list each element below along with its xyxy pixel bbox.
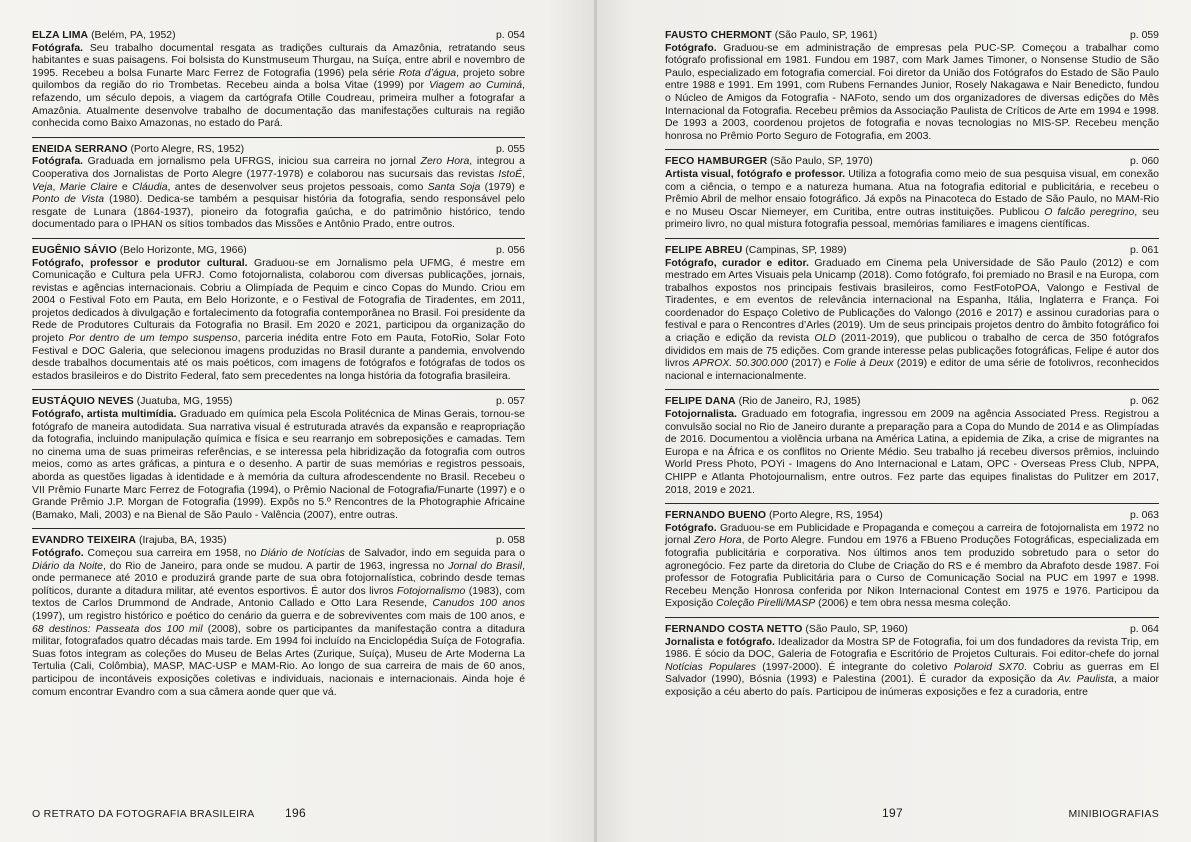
bio-name: ELZA LIMA (32, 30, 89, 41)
bio-body: Graduado em Cinema pela Universidade de São Paulo (2012) e com mestrado em Artes Visuais pela Unicamp (2018). Como fotógrafo, foi premiado no Brasil e na Europa, com trabalhos expostos nos principais festivais brasileiros, como FestFotoPOA, Valongo e Festival de Tiradentes, e em eventos de relevância internacional na Espanha, Itália, Inglaterra e França. Foi coordenador do Espaço Coletivo de Publicações do Valongo (2016 e 2017) e assinou curadorias para o festival e para o Rencontres d’Arles (2019). Um de seus principais projetos dentro do âmbito fotográfico foi a criação e edição da revista OLD (2011-2019), que publicou o trabalho de cerca de 350 fotógrafos divididos em mais de 75 edições. Com grande interesse pelas publicações fotográficas, Felipe é autor dos livros APROX. 50.300.000 (2017) e Folie à Deux (2019) e editor de uma série de fotolivros, reconhecidos nacional e internacionalmente. (665, 257, 1159, 382)
bio-name: FELIPE DANA (665, 396, 736, 408)
bio-text (665, 637, 1159, 700)
bio-role: Fotógrafa. (32, 156, 84, 168)
bio-heading (665, 30, 877, 43)
bio-body: Utiliza a fotografia como meio de sua pesquisa visual, em conexão com a ciência, o tempo e a natureza humana. Atua na fotografia editorial e publicitária, e recebeu o Prêmio Abril de melhor ensaio fotográfico. Já expôs na Pinacoteca do Estado de São Paulo, no MAM-Rio e no Museu Oscar Niemeyer, em Curitiba, entre outras instituições. Publicou O falcão peregrino, seu primeiro livro, no qual mistura fotografia pessoal, memórias familiares e imagens científicas. (665, 168, 1159, 231)
bio-header (32, 396, 525, 409)
bio-header (665, 30, 1159, 43)
right-page (597, 0, 1191, 842)
bio-role: Artista visual, fotógrafo e professor. (665, 168, 846, 180)
bio-entry (665, 389, 1159, 503)
bio-page-ref: p. 063 (1129, 510, 1159, 522)
bio-role: Fotojornalista. (665, 409, 737, 421)
bio-text (665, 169, 1159, 232)
bio-entry (665, 149, 1159, 238)
bio-body: Graduado em química pela Escola Politécnica de Minas Gerais, tornou-se fotógrafo de maneira autodidata. Sua narrativa visual é estruturada através da expansão e reapropriação da fotografia, incluindo manipulação química e física e seu rearranjo em sobreposições e camadas. Tem no cinema uma de suas primeiras referências, e se interessa pela hibridização da fotografia com outros meios, como as artes gráficas, a pintura e o desenho. A partir de suas memórias e registros pessoais, aborda as questões ligadas à identidade e à memória da cultura afrodescendente no Brasil. Recebeu o VII Prêmio Funarte Marc Ferrez de Fotografia (1994), o Prêmio Nacional de Fotografia/Funarte (1997) e o Grande Prêmio J.P. Morgan de Fotografia (1999). Expôs no 5.º Rencontres de la Photographie Africaine (Bamako, Mali, 2003) e na Bienal de São Paulo - Valência (2007), entre outras. (32, 409, 525, 521)
bio-body: Graduou-se em Publicidade e Propaganda e começou a carreira de fotojornalista em 1972 no jornal Zero Hora, de Porto Alegre. Fundou em 1976 a FBueno Produções Fotográficas, especializada em fotografia publicitária e corporativa. Nos últimos anos tem produzido sobretudo para o setor do agronegócio. Fez parte da diretoria do Clube de Criação do RS e é membro da Abrafoto desde 1987. Foi professor de Fotografia Publicitária para o Curso de Comunicação Social na PUC em 1997 e 1998. Recebeu Menção Honrosa conferida por Nikon Internacional Contest em 1975 e 1976. Participou da Exposição Coleção Pirelli/MASP (2006) e tem obra nessa mesma coleção. (665, 522, 1159, 610)
bio-header (665, 156, 1159, 169)
bio-body: Graduou-se em Jornalismo pela UFMG, é mestre em Comunicação e Cultura pela UFRJ. Como fotojornalista, colaborou com diversas publicações, jornais, revistas e agências internacionais. Cobriu a Olimpíada de Pequim e cinco Copas do Mundo. Criou em 2004 o Festival Foto em Pauta, em Belo Horizonte, e o Festival de Fotografia de Tiradentes, em 2011, projetos dedicados à divulgação e fortalecimento da fotografia contemporânea no Brasil. Foi presidente da Rede de Produtores Culturais da Fotografia no Brasil. Em 2020 e 2021, participou da organização do projeto Por dentro de um tempo suspenso, parceria inédita entre Foto em Pauta, FotoRio, Solar Foto Festival e DOC Galeria, que selecionou imagens produzidas no Brasil durante a pandemia, envolvendo desde trabalhos documentais até os mais poéticos, com imagens de fotógrafos e fotógrafas de todos os estados brasileiros e do Distrito Federal, fato sem precedentes na longa história da fotografia brasileira. (32, 257, 526, 382)
bio-entry (665, 617, 1159, 706)
bio-role: Fotógrafo, curador e editor. (665, 257, 809, 269)
bio-heading (665, 396, 860, 409)
bio-origin: (Irajuba, BA, 1935) (136, 535, 227, 547)
bio-page-ref: p. 054 (495, 30, 525, 41)
page-number: 197 (882, 806, 903, 820)
bio-heading (32, 535, 227, 548)
bio-text (665, 258, 1159, 384)
bio-page-ref: p. 057 (495, 396, 525, 408)
bio-origin: (Belém, PA, 1952) (88, 30, 176, 41)
bio-heading (32, 144, 244, 157)
bio-body: Idealizador da Mostra SP de Fotografia, foi um dos fundadores da revista Trip, em 1986. É sócio da DOC, Galeria de Fotografia e Escritório de Projetos Culturais. Foi editor-chefe do jornal Notícias Populares (1997-2000). É integrante do coletivo Polaroid SX70. Cobriu as guerras em El Salvador (1990), Bósnia (1993) e Palestina (2001). É curador da exposição da Av. Paulista, a maior exposição a céu aberto do país. Participou de inúmeras exposições e fez a curadoria, entre (665, 636, 1159, 698)
bio-header (665, 624, 1159, 637)
bio-name: EUSTÁQUIO NEVES (32, 396, 134, 408)
bio-entry (32, 528, 525, 705)
page-number: 196 (285, 806, 306, 820)
bio-header (665, 396, 1159, 409)
bio-text (32, 156, 525, 232)
bio-origin: (São Paulo, SP, 1970) (767, 156, 873, 168)
bio-role: Fotógrafa. (32, 42, 84, 54)
bio-origin: (Porto Alegre, RS, 1954) (766, 510, 883, 522)
bio-role: Jornalista e fotógrafo. (665, 636, 775, 648)
bio-heading (32, 396, 232, 409)
entries-column (665, 30, 1159, 706)
bio-origin: (São Paulo, SP, 1960) (802, 623, 908, 635)
bio-origin: (Juatuba, MG, 1955) (133, 396, 233, 408)
bio-text (665, 523, 1159, 611)
bio-page-ref: p. 064 (1129, 623, 1159, 635)
bio-header (665, 510, 1159, 523)
bio-page-ref: p. 055 (495, 143, 525, 155)
bio-name: FERNANDO BUENO (665, 510, 767, 522)
bio-header (32, 30, 525, 43)
bio-body: Seu trabalho documental resgata as tradições culturais da Amazônia, retratando seus habitantes e suas paisagens. Foi bolsista do Kunstmuseum Thurgau, na Suíça, entre abril e novembro de 1995. Recebeu a bolsa Funarte Marc Ferrez de Fotografia (1996) pela série Rota d’água, projeto sobre quilombos da região do rio Trombetas. Recebeu ainda a bolsa Vitae (1999) por Viagem ao Cuminá, refazendo, um século depois, a viagem da cartógrafa Otille Coudreau, primeira mulher a fotografar a Amazônia. Atualmente desenvolve trabalho de documentação das manifestações culturais na região conhecida como Baixo Amazonas, no estado do Pará. (32, 42, 525, 130)
bio-name: FAUSTO CHERMONT (665, 30, 772, 41)
bio-body: Graduado em fotografia, ingressou em 2009 na agência Associated Press. Registrou a convulsão social no Rio de Janeiro durante a preparação para a Copa do Mundo de 2014 e as Olimpíadas de 2016. Documentou a violência urbana na América Latina, a epidemia de Zika, a crise de migrantes na Europa e na África e os conflitos no Oriente Médio. Seu trabalho já recebeu diversos prêmios, incluindo World Press Photo, POYi - Imagens do Ano Internacional e Latam, OPC - Overseas Press Club, NPPA, CHIPP e Atlanta Photojournalism, entre outros. Fez parte das equipes finalistas do Pulitzer em 2017, 2018, 2019 e 2021. (665, 409, 1159, 496)
bio-text (665, 409, 1159, 497)
bio-header (32, 144, 525, 157)
bio-page-ref: p. 060 (1129, 156, 1159, 168)
bio-name: FELIPE ABREU (665, 244, 743, 256)
bio-name: ENEIDA SERRANO (32, 143, 128, 155)
entries-column (32, 30, 525, 705)
bio-page-ref: p. 062 (1129, 396, 1159, 408)
bio-page-ref: p. 056 (495, 244, 525, 256)
bio-text (32, 548, 525, 699)
bio-origin: (Belo Horizonte, MG, 1966) (116, 244, 247, 256)
bio-text (665, 43, 1159, 144)
bio-heading (32, 30, 176, 43)
bio-origin: (Porto Alegre, RS, 1952) (127, 143, 245, 155)
bio-name: EUGÊNIO SÁVIO (32, 244, 117, 256)
bio-role: Fotógrafo. (32, 547, 84, 559)
bio-heading (665, 156, 873, 169)
bio-heading (665, 624, 908, 637)
bio-header (32, 245, 525, 258)
bio-body: Graduada em jornalismo pela UFRGS, iniciou sua carreira no jornal Zero Hora, integrou a Cooperativa dos Jornalistas de Porto Alegre (1977-1978) e colaborou nas sucursais das revistas IstoÉ, Veja, Marie Claire e Cláudia, antes de desenvolver seus projetos pessoais, como Santa Soja (1979) e Ponto de Vista (1980). Dedica-se também a pesquisar história da fotografia, sendo responsável pelo resgate de Lunara (1864-1937), pioneiro da fotografia gaúcha, e do patrimônio histórico, tendo documentado para o IPHAN os sítios tombados das Missões e Antônio Prado, entre outros. (32, 156, 525, 231)
bio-page-ref: p. 059 (1129, 30, 1159, 41)
bio-entry (32, 137, 525, 238)
bio-name: FECO HAMBURGER (665, 156, 768, 168)
bio-header (32, 535, 525, 548)
bio-page-ref: p. 058 (495, 535, 525, 547)
bio-entry (32, 238, 525, 390)
bio-body: Começou sua carreira em 1958, no Diário de Notícias de Salvador, indo em seguida para o Diário da Noite, do Rio de Janeiro, para onde se mudou. A partir de 1963, ingressa no Jornal do Brasil, onde permanece até 2010 e produzirá grande parte de sua obra fotojornalística, cobrindo desde temas políticos, durante a ditadura militar, até eventos esportivos. É autor dos livros Fotojornalismo (1983), com textos de Carlos Drummond de Andrade, Antonio Callado e Otto Lara Resende, Canudos 100 anos (1997), um registro histórico e poético do cenário da guerra e de sobreviventes com mais de 100 anos, e 68 destinos: Passeata dos 100 mil (2008), sobre os participantes da manifestação contra a ditadura militar, fotografados quatro décadas mais tarde. Em 1994 foi incluído na Enciclopédia Suíça de Fotografia. Suas fotos integram as coleções do Museu de Belas Artes (Zurique, Suíça), Museu de Arte Moderna La Tertulia (Cali, Colômbia), MASP, MAC-USP e MAM-Rio. Ao longo de sua carreira de mais de 60 anos, participou de incontáveis exposições coletivas e individuais, nacionais e internacionais. Ainda hoje é comum encontrar Evandro com a sua câmera aonde quer que vá. (32, 547, 526, 698)
bio-heading (32, 245, 247, 258)
bio-header (665, 245, 1159, 258)
footer-section-title: MINIBIOGRAFIAS (1068, 808, 1159, 820)
bio-role: Fotógrafo, artista multimídia. (32, 409, 177, 421)
bio-page-ref: p. 061 (1129, 244, 1159, 256)
bio-heading (665, 510, 883, 523)
bio-entry (32, 389, 525, 528)
bio-body: Graduou-se em administração de empresas pela PUC-SP. Começou a trabalhar como fotógrafo profissional em 1981. Fundou em 1987, com Mark James Timoner, o Nonsense Studio de São Paulo, especializado em fotografia comercial. Foi diretor da União dos Fotógrafos do Estado de São Paulo entre 1988 e 1991. Em 1991, com Rubens Fernandes Junior, Rosely Nakagawa e Nair Benedicto, fundou o Núcleo de Amigos da Fotografia - NAFoto, sendo um dos organizadores de diversas edições do Mês Internacional da Fotografia. Recebeu prêmios da Associação Paulista de Críticos de Arte em 1994 e 1998. De 1993 a 2003, coordenou projetos de fotografia e novas tecnologias no MIS-SP. Recebeu menção honrosa no Prêmio Porto Seguro de Fotografia, em 2003. (665, 42, 1159, 142)
bio-name: EVANDRO TEIXEIRA (32, 535, 137, 547)
bio-origin: (Campinas, SP, 1989) (742, 244, 847, 256)
bio-entry (665, 503, 1159, 617)
footer-book-title: O RETRATO DA FOTOGRAFIA BRASILEIRA (32, 808, 255, 820)
left-page (0, 0, 594, 842)
bio-origin: (São Paulo, SP, 1961) (771, 30, 878, 41)
bio-role: Fotógrafo, professor e produtor cultural. (32, 257, 248, 269)
bio-role: Fotógrafo. (665, 522, 717, 534)
bio-heading (665, 245, 847, 258)
bio-text (32, 409, 525, 522)
bio-entry (665, 30, 1159, 149)
bio-text (32, 258, 525, 384)
bio-text (32, 43, 525, 131)
bio-entry (32, 30, 525, 137)
bio-role: Fotógrafo. (665, 42, 717, 54)
bio-origin: (Rio de Janeiro, RJ, 1985) (735, 396, 861, 408)
bio-name: FERNANDO COSTA NETTO (665, 623, 803, 635)
bio-entry (665, 238, 1159, 390)
